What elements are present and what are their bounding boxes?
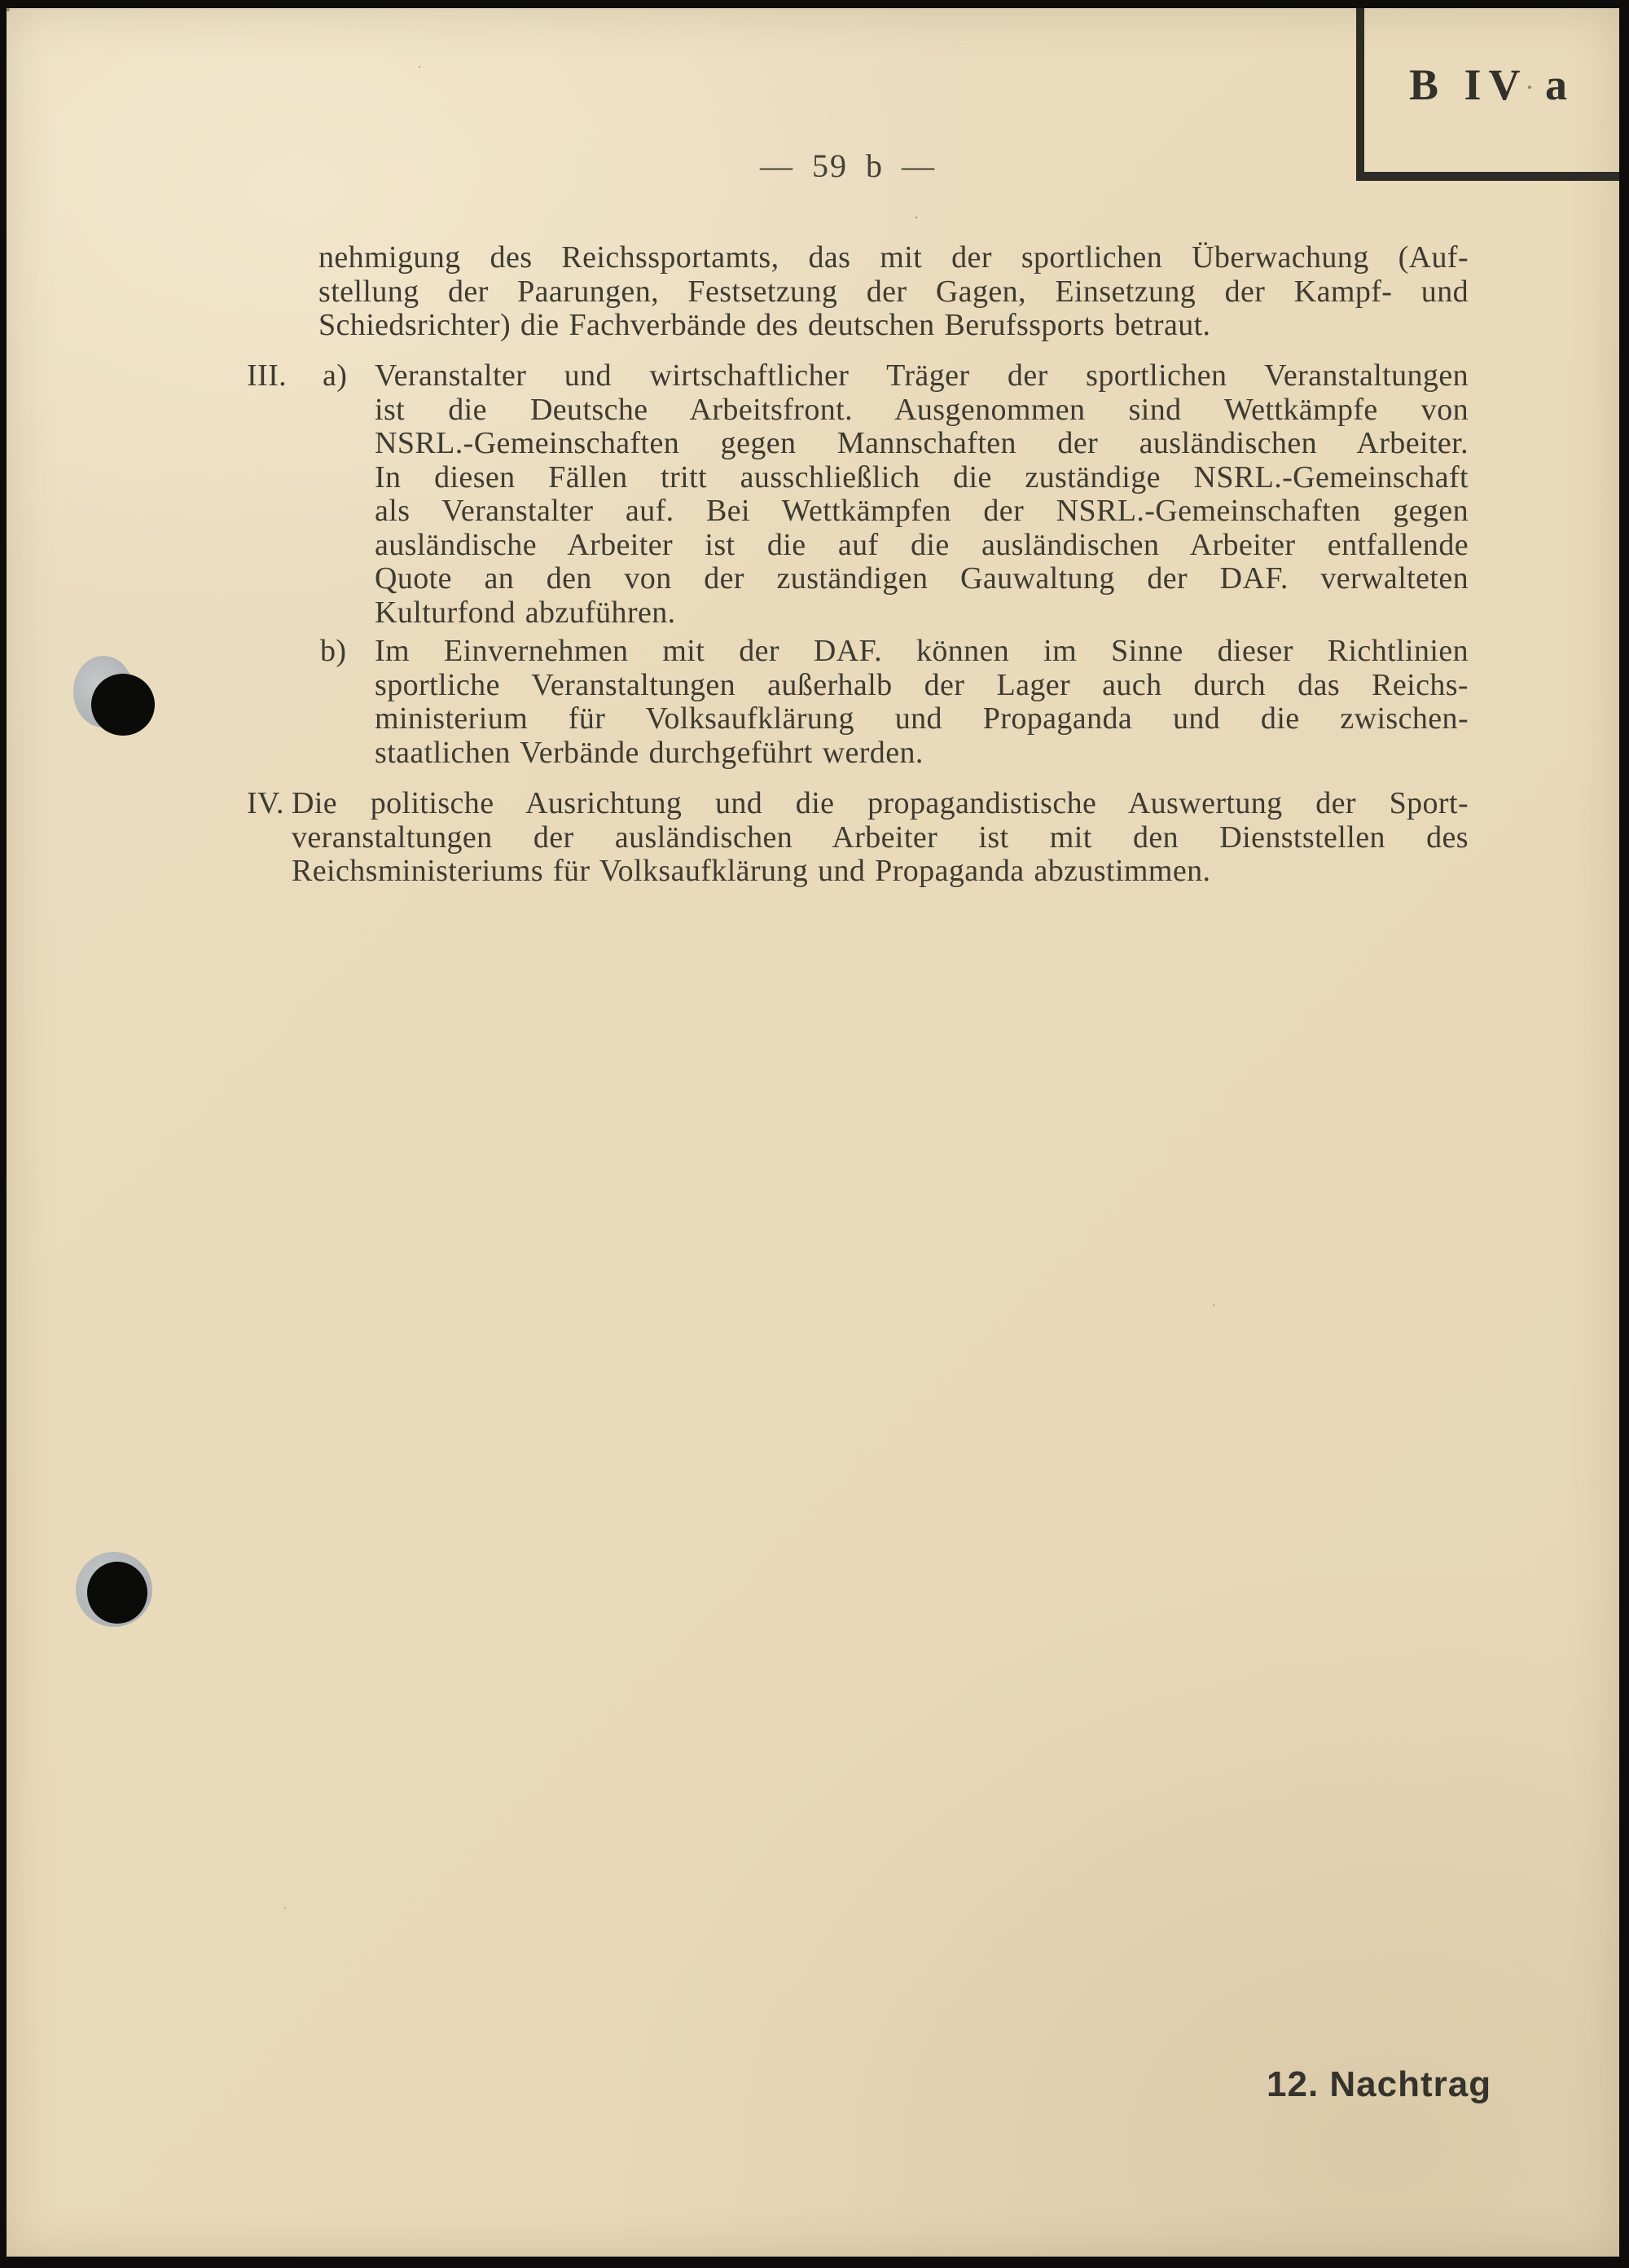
text-line: Schiedsrichter) die Fachverbände des deutschen Berufssports betraut. [318, 308, 1211, 342]
text-line: nehmigung des Reichssportamts, das mit der sportlichen Überwachung (Auf- [318, 240, 1469, 275]
list-marker: a) [323, 358, 348, 393]
text-line: ist die Deutsche Arbeitsfront. Ausgenommen sind Wettkämpfe von [375, 392, 1469, 427]
paper-sheet [7, 8, 1619, 2257]
punch-hole-top-center [91, 674, 155, 736]
text-line: ausländische Arbeiter ist die auf die ausländischen Arbeiter entfallende [375, 527, 1469, 562]
paragraph-section-IV [247, 786, 1469, 889]
text-line: NSRL.-Gemeinschaften gegen Mannschaften der ausländischen Arbeiter. [375, 426, 1469, 460]
text-line: sportliche Veranstaltungen außerhalb der Lager auch durch das Reichs- [375, 667, 1469, 702]
text-line: Reichsministeriums für Volksaufklärung und Propaganda abzustimmen. [292, 854, 1211, 888]
text-line: stellung der Paarungen, Festsetzung der Gagen, Einsetzung der Kampf- und [318, 274, 1469, 309]
punch-hole-top [73, 656, 134, 727]
paper-specks [7, 8, 10, 11]
text-line: Veranstalter und wirtschaftlicher Träger der sportlichen Veranstaltungen [375, 358, 1469, 393]
list-marker: b) [320, 634, 347, 668]
text-line: Die politische Ausrichtung und die propagandistische Auswertung der Sport- [292, 786, 1469, 820]
document-text [7, 8, 1619, 2257]
punch-hole-bottom-center [87, 1562, 147, 1624]
punch-hole-bottom [76, 1552, 152, 1627]
supplement-note: 12. Nachtrag [1267, 2064, 1492, 2104]
text-line: als Veranstalter auf. Bei Wettkämpfen der NSRL.-Gemeinschaften gegen [375, 494, 1469, 528]
text-line: ministerium für Volksaufklärung und Propaganda und die zwischen- [375, 701, 1469, 736]
classification-label: B IV a [1408, 59, 1575, 109]
text-line: veranstaltungen der ausländischen Arbeiter ist mit den Dienststellen des [292, 820, 1469, 855]
text-line: Kulturfond abzuführen. [375, 595, 676, 630]
page-number: — 59 b — [760, 147, 936, 184]
section-numeral: III. [247, 358, 288, 393]
paragraph-continuation [318, 241, 1469, 343]
paragraph-section-III-a [247, 358, 1469, 630]
text-line: staatlichen Verbände durchgeführt werden. [375, 735, 924, 770]
section-numeral: IV. [247, 786, 284, 820]
text-line: In diesen Fällen tritt ausschließlich die zuständige NSRL.-Gemeinschaft [375, 459, 1469, 494]
paragraph-section-III-b [320, 634, 1469, 770]
text-line: Im Einvernehmen mit der DAF. können im Sinne dieser Richtlinien [375, 634, 1469, 668]
text-line: Quote an den von der zuständigen Gauwaltung der DAF. verwalteten [375, 561, 1469, 596]
